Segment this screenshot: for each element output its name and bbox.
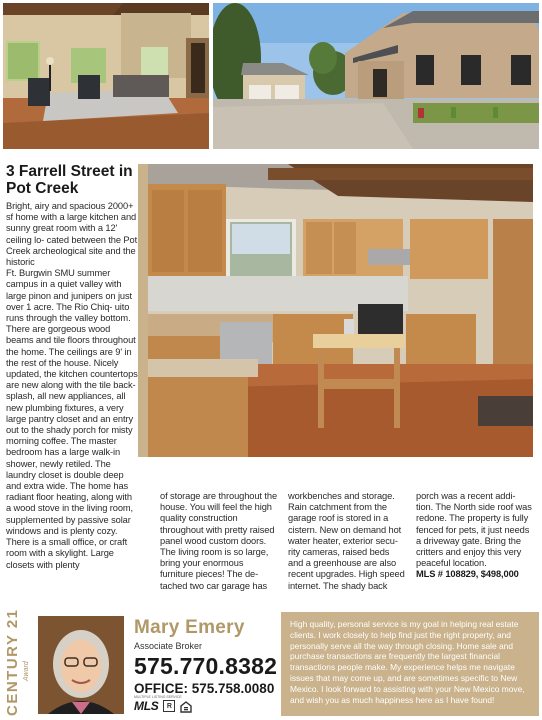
- agent-pitch-text: High quality, personal service is my goal in helping real estate clients. I work closely to help find just the right property, and personally serve all the way through closing. Home sale and purchase transactions are frequently the largest financial transactions people make. My experience helps me navigate issues that may come up, and are sometimes specific to New Mexico. I look forward to assisting with your New Mexico move, and wish you as much happiness here as I have found!: [290, 619, 525, 705]
- century21-logo: [4, 608, 34, 716]
- agent-office-phone: OFFICE: 575.758.0080: [134, 681, 275, 696]
- description-text-1: Bright, airy and spacious 2000+ sf home with a large kitchen and sunny great room with a 12' ceiling lo- cated between the Pot Creek archeological site and the historic Ft. Burgwin SMU summer campus in a quiet valley with large pinon and junipers on just over 1 acre. The Rio Chiq- uito runs through the valley bottom. There are gorgeous wood beams and tile floors throughout the home. The ceilings are 9' in the rest of the house. Nicely updated, the kitchen countertops are new along with the tile back- splash, all new appliances, all new plumbing fixtures, a very large pantry closet and an entry out to the shady porch for misty morning coffee. The master bedroom has a large walk-in shower, newly retiled. The laundry closet is double deep and extra wide. The home has radiant floor heating, along with a wood stove in the living room, supplemented by passive solar windows and is plenty cozy. There is a small office, or craft room with a skylight. Large closets with plenty: [6, 201, 138, 570]
- description-text-4: porch was a recent addi- tion. The North side roof was redone. The property is fully fenced for pets, it just needs a driveway gate. Bring the critters and enjoy this very peaceful location.: [416, 491, 532, 569]
- agent-photo: [38, 616, 124, 714]
- mls-logo: MLS: [134, 699, 159, 713]
- description-column-1: [6, 201, 138, 571]
- listing-title: 3 Farrell Street in Pot Creek: [6, 163, 133, 197]
- mls-caption: MULTIPLE LISTING SERVICE: [134, 695, 182, 699]
- description-column-3: [288, 491, 406, 592]
- kitchen-photo: [148, 164, 533, 457]
- description-text-2: of storage are throughout the house. You will feel the high quality construction throughout with pretty raised panel wood custom doors. The living room is so large, bring your enormous furniture pieces! The de- tached two car garage has: [160, 491, 278, 591]
- century21-brand-text: CENTURY 21: [4, 608, 21, 716]
- description-column-4: [416, 491, 534, 581]
- agent-name: Mary Emery: [134, 617, 245, 638]
- agent-role: Associate Broker: [134, 641, 203, 651]
- equal-housing-icon: [180, 700, 192, 712]
- agent-phone: 575.770.8382: [134, 653, 278, 679]
- association-logos: [134, 699, 192, 713]
- living-room-photo: [3, 3, 209, 149]
- accent-bar: [138, 164, 148, 457]
- description-column-2: [160, 491, 278, 592]
- mls-price: MLS # 108829, $498,000: [416, 569, 519, 580]
- agent-pitch: [281, 612, 539, 716]
- realtor-logo: R: [163, 700, 175, 712]
- description-text-3: workbenches and storage. Rain catchment from the garage roof is stored in a cistern. New on demand hot water heater, exterior secu- rity cameras, raised beds and a greenhouse are also recent upgrades. High speed internet. The shady back: [288, 491, 405, 591]
- exterior-photo: [213, 3, 539, 149]
- award-text: Award: [23, 661, 30, 681]
